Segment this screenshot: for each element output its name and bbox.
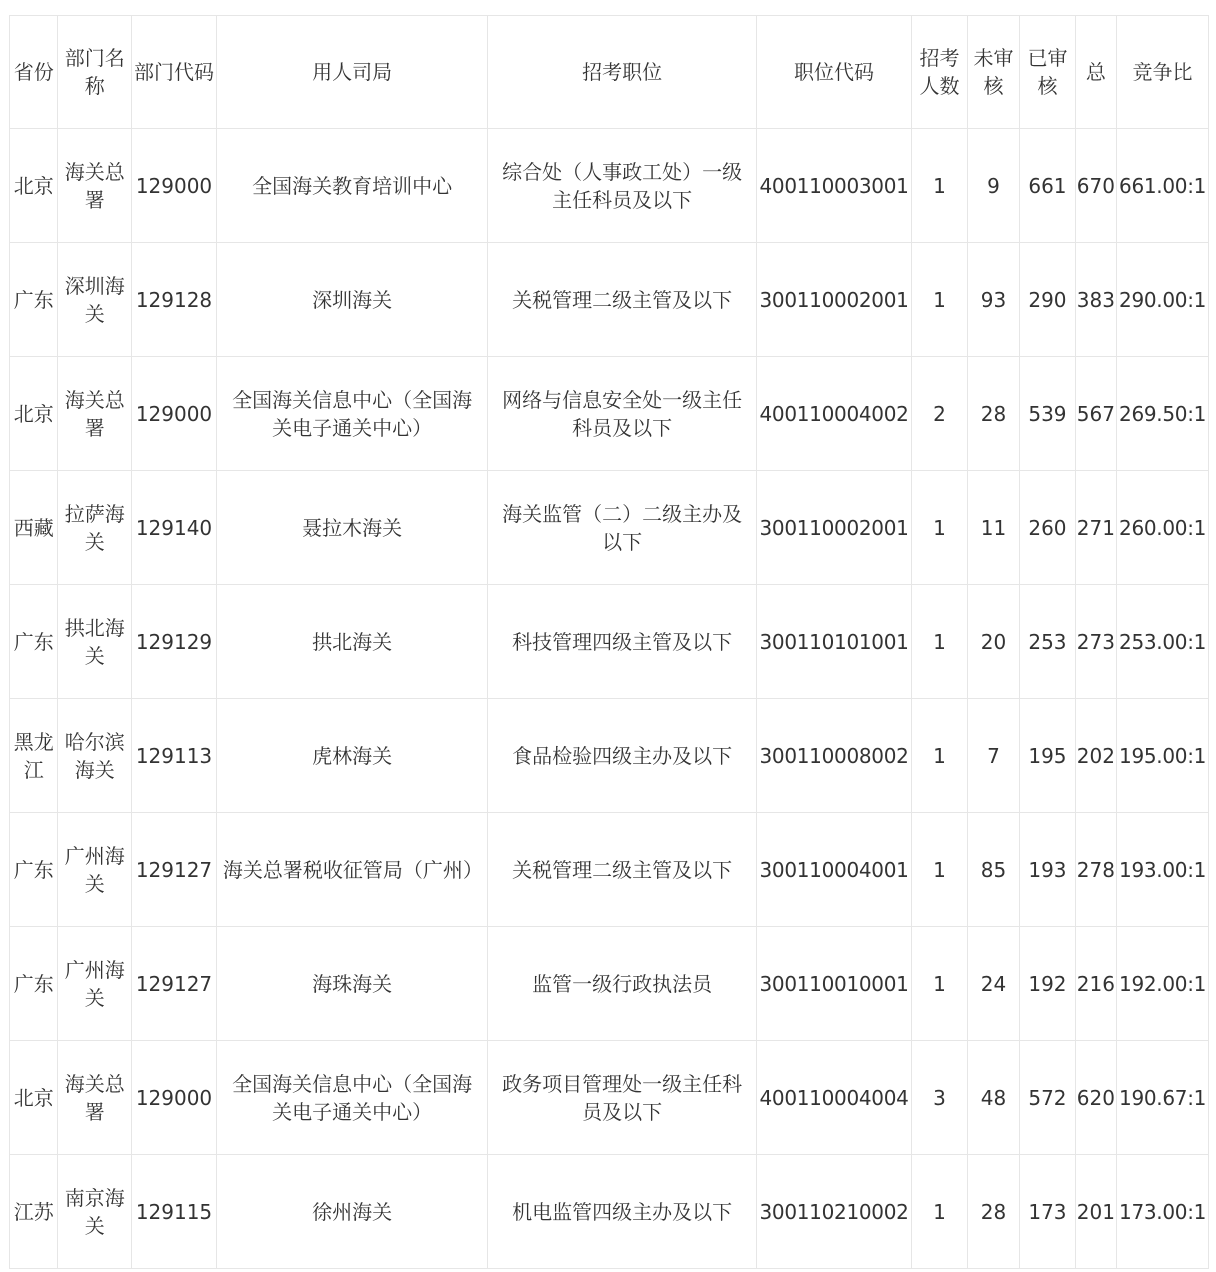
cell-bureau: 深圳海关: [216, 243, 487, 357]
cell-dept-code: 129127: [132, 927, 217, 1041]
cell-reviewed: 192: [1020, 927, 1076, 1041]
cell-position-code: 300110210002: [756, 1155, 911, 1269]
cell-quota: 1: [912, 129, 968, 243]
cell-ratio: 269.50:1: [1117, 357, 1209, 471]
cell-position: 关税管理二级主管及以下: [488, 813, 756, 927]
cell-dept-name: 海关总署: [58, 1041, 132, 1155]
cell-province: 黑龙江: [10, 699, 58, 813]
cell-province: 广东: [10, 585, 58, 699]
cell-unreviewed: 28: [967, 357, 1019, 471]
cell-unreviewed: 48: [967, 1041, 1019, 1155]
cell-unreviewed: 24: [967, 927, 1019, 1041]
cell-dept-code: 129113: [132, 699, 217, 813]
cell-quota: 1: [912, 699, 968, 813]
cell-dept-code: 129128: [132, 243, 217, 357]
table-row: [10, 585, 1209, 699]
cell-quota: 1: [912, 927, 968, 1041]
cell-reviewed: 195: [1020, 699, 1076, 813]
cell-reviewed: 290: [1020, 243, 1076, 357]
cell-province: 西藏: [10, 471, 58, 585]
cell-position-code: 400110003001: [756, 129, 911, 243]
cell-total: 620: [1075, 1041, 1116, 1155]
cell-quota: 2: [912, 357, 968, 471]
header-position-code: 职位代码: [756, 16, 911, 129]
cell-unreviewed: 11: [967, 471, 1019, 585]
cell-position: 综合处（人事政工处）一级主任科员及以下: [488, 129, 756, 243]
cell-dept-code: 129129: [132, 585, 217, 699]
cell-dept-name: 拉萨海关: [58, 471, 132, 585]
cell-position: 食品检验四级主办及以下: [488, 699, 756, 813]
cell-province: 北京: [10, 1041, 58, 1155]
recruitment-table: [9, 15, 1209, 1269]
cell-position: 机电监管四级主办及以下: [488, 1155, 756, 1269]
cell-dept-code: 129000: [132, 129, 217, 243]
header-total: 总: [1075, 16, 1116, 129]
cell-total: 216: [1075, 927, 1116, 1041]
cell-ratio: 661.00:1: [1117, 129, 1209, 243]
cell-bureau: 徐州海关: [216, 1155, 487, 1269]
header-row: [10, 16, 1209, 129]
cell-reviewed: 260: [1020, 471, 1076, 585]
cell-total: 202: [1075, 699, 1116, 813]
cell-province: 江苏: [10, 1155, 58, 1269]
cell-ratio: 192.00:1: [1117, 927, 1209, 1041]
cell-total: 273: [1075, 585, 1116, 699]
cell-unreviewed: 20: [967, 585, 1019, 699]
cell-quota: 1: [912, 471, 968, 585]
cell-bureau: 聂拉木海关: [216, 471, 487, 585]
cell-dept-code: 129127: [132, 813, 217, 927]
cell-quota: 1: [912, 813, 968, 927]
table-row: [10, 243, 1209, 357]
cell-ratio: 260.00:1: [1117, 471, 1209, 585]
cell-position: 政务项目管理处一级主任科员及以下: [488, 1041, 756, 1155]
cell-province: 广东: [10, 813, 58, 927]
cell-dept-code: 129115: [132, 1155, 217, 1269]
cell-total: 278: [1075, 813, 1116, 927]
cell-position-code: 300110002001: [756, 243, 911, 357]
cell-bureau: 拱北海关: [216, 585, 487, 699]
cell-position-code: 400110004004: [756, 1041, 911, 1155]
cell-position: 科技管理四级主管及以下: [488, 585, 756, 699]
cell-total: 271: [1075, 471, 1116, 585]
cell-bureau: 全国海关信息中心（全国海关电子通关中心）: [216, 357, 487, 471]
cell-position: 关税管理二级主管及以下: [488, 243, 756, 357]
cell-total: 201: [1075, 1155, 1116, 1269]
cell-ratio: 253.00:1: [1117, 585, 1209, 699]
cell-ratio: 173.00:1: [1117, 1155, 1209, 1269]
cell-reviewed: 253: [1020, 585, 1076, 699]
cell-position-code: 300110010001: [756, 927, 911, 1041]
cell-bureau: 海关总署税收征管局（广州）: [216, 813, 487, 927]
cell-dept-name: 深圳海关: [58, 243, 132, 357]
cell-position: 海关监管（二）二级主办及以下: [488, 471, 756, 585]
cell-quota: 1: [912, 243, 968, 357]
cell-ratio: 290.00:1: [1117, 243, 1209, 357]
cell-dept-name: 南京海关: [58, 1155, 132, 1269]
table-row: [10, 927, 1209, 1041]
header-ratio: 竞争比: [1117, 16, 1209, 129]
cell-province: 北京: [10, 129, 58, 243]
cell-dept-code: 129000: [132, 357, 217, 471]
table-row: [10, 129, 1209, 243]
cell-dept-name: 广州海关: [58, 813, 132, 927]
cell-reviewed: 173: [1020, 1155, 1076, 1269]
cell-dept-name: 拱北海关: [58, 585, 132, 699]
header-dept-code: 部门代码: [132, 16, 217, 129]
cell-unreviewed: 85: [967, 813, 1019, 927]
header-province: 省份: [10, 16, 58, 129]
cell-total: 567: [1075, 357, 1116, 471]
table-row: [10, 1041, 1209, 1155]
cell-unreviewed: 93: [967, 243, 1019, 357]
cell-province: 北京: [10, 357, 58, 471]
cell-province: 广东: [10, 927, 58, 1041]
cell-dept-code: 129140: [132, 471, 217, 585]
cell-dept-name: 广州海关: [58, 927, 132, 1041]
cell-total: 383: [1075, 243, 1116, 357]
header-quota: 招考人数: [912, 16, 968, 129]
table-row: [10, 471, 1209, 585]
cell-quota: 3: [912, 1041, 968, 1155]
header-unreviewed: 未审核: [967, 16, 1019, 129]
cell-quota: 1: [912, 1155, 968, 1269]
cell-bureau: 虎林海关: [216, 699, 487, 813]
table-row: [10, 813, 1209, 927]
cell-ratio: 193.00:1: [1117, 813, 1209, 927]
header-bureau: 用人司局: [216, 16, 487, 129]
cell-dept-name: 海关总署: [58, 129, 132, 243]
cell-reviewed: 193: [1020, 813, 1076, 927]
cell-ratio: 190.67:1: [1117, 1041, 1209, 1155]
cell-reviewed: 661: [1020, 129, 1076, 243]
cell-dept-name: 海关总署: [58, 357, 132, 471]
table-row: [10, 699, 1209, 813]
cell-unreviewed: 9: [967, 129, 1019, 243]
cell-position-code: 300110008002: [756, 699, 911, 813]
cell-position-code: 300110004001: [756, 813, 911, 927]
cell-unreviewed: 7: [967, 699, 1019, 813]
cell-reviewed: 539: [1020, 357, 1076, 471]
cell-bureau: 全国海关教育培训中心: [216, 129, 487, 243]
cell-ratio: 195.00:1: [1117, 699, 1209, 813]
cell-bureau: 全国海关信息中心（全国海关电子通关中心）: [216, 1041, 487, 1155]
cell-position-code: 400110004002: [756, 357, 911, 471]
cell-total: 670: [1075, 129, 1116, 243]
header-position: 招考职位: [488, 16, 756, 129]
header-dept-name: 部门名称: [58, 16, 132, 129]
cell-province: 广东: [10, 243, 58, 357]
cell-position-code: 300110002001: [756, 471, 911, 585]
cell-dept-code: 129000: [132, 1041, 217, 1155]
cell-position: 网络与信息安全处一级主任科员及以下: [488, 357, 756, 471]
cell-position: 监管一级行政执法员: [488, 927, 756, 1041]
cell-quota: 1: [912, 585, 968, 699]
cell-bureau: 海珠海关: [216, 927, 487, 1041]
header-reviewed: 已审核: [1020, 16, 1076, 129]
cell-reviewed: 572: [1020, 1041, 1076, 1155]
cell-unreviewed: 28: [967, 1155, 1019, 1269]
table-row: [10, 357, 1209, 471]
cell-dept-name: 哈尔滨海关: [58, 699, 132, 813]
cell-position-code: 300110101001: [756, 585, 911, 699]
table-row: [10, 1155, 1209, 1269]
